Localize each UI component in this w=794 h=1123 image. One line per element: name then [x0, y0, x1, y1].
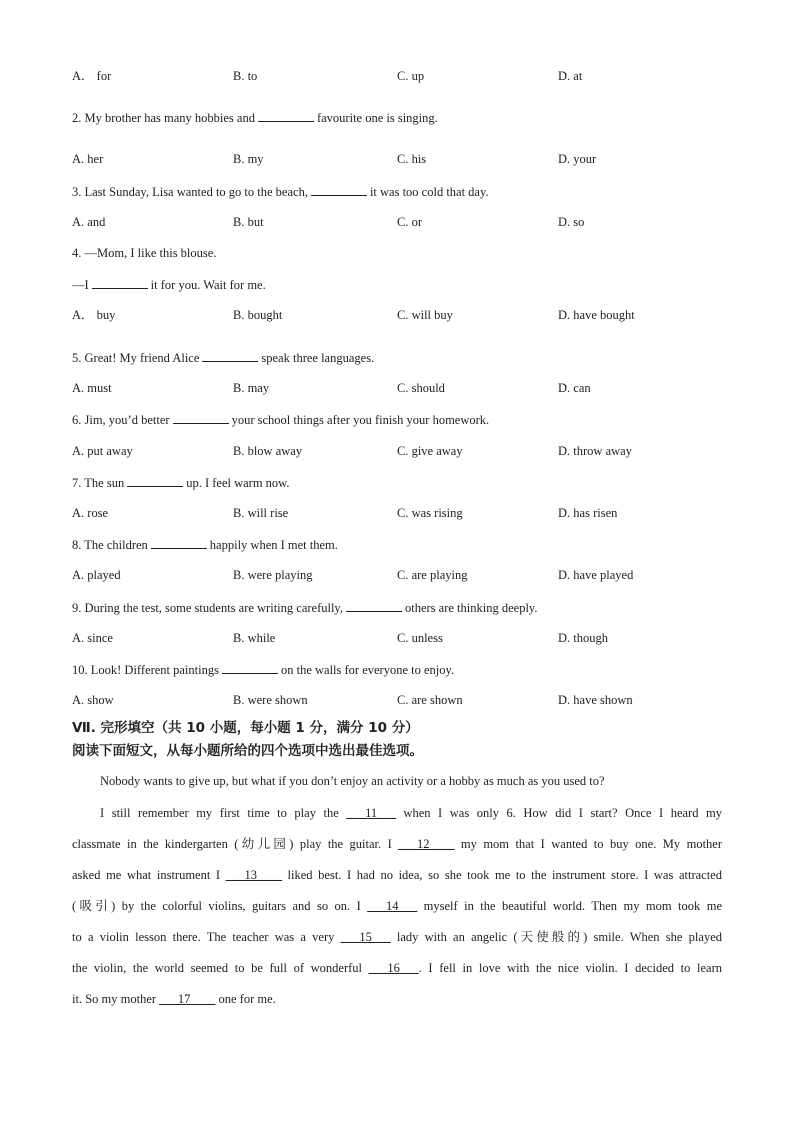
q6-options: [0, 443, 794, 459]
q9-option-a[interactable]: A. since: [72, 631, 113, 645]
q1-options: [0, 68, 794, 84]
q8-option-b[interactable]: B. were playing: [233, 568, 313, 582]
q8-option-d[interactable]: D. have played: [558, 568, 634, 582]
passage-text: one for me.: [215, 992, 276, 1006]
q9-option-b[interactable]: B. while: [233, 631, 276, 645]
q2-option-c[interactable]: C. his: [397, 152, 427, 166]
q6-option-a[interactable]: A. put away: [72, 444, 133, 458]
q8-option-a[interactable]: A. played: [72, 568, 121, 582]
passage-text: . I fell in love with the nice violin. I decided to learn: [418, 961, 722, 975]
q4-line1: 4. —Mom, I like this blouse.: [72, 246, 217, 260]
q1-option-d[interactable]: D. at: [558, 69, 583, 83]
q5-option-a[interactable]: A. must: [72, 381, 112, 395]
q3-option-a[interactable]: A. and: [72, 215, 106, 229]
passage-line-4: [72, 898, 722, 914]
q10-text-after: on the walls for everyone to enjoy.: [280, 663, 455, 677]
blank-11: ___11___: [346, 806, 396, 820]
passage-line-6: [72, 960, 722, 976]
q3-options: [0, 214, 794, 230]
passage-text: my mom that I wanted to buy one. My mother: [454, 837, 722, 851]
q1-option-a[interactable]: A． for: [72, 69, 112, 83]
q10-text-before: 10. Look! Different paintings: [72, 663, 219, 677]
q4-option-a[interactable]: A． buy: [72, 308, 116, 322]
q4-options: [0, 307, 794, 323]
q6-option-b[interactable]: B. blow away: [233, 444, 303, 458]
q6-stem: [72, 411, 489, 428]
q3-stem: [72, 183, 489, 200]
q3-text-after: it was too cold that day.: [369, 185, 489, 199]
q10-option-a[interactable]: A. show: [72, 693, 114, 707]
passage-text: asked me what instrument I: [72, 868, 226, 882]
q10-blank: [222, 661, 278, 674]
passage-text: lady with an angelic (天使般的) smile. When she played: [390, 930, 722, 944]
q5-text-before: 5. Great! My friend Alice: [72, 351, 200, 365]
passage-text: I still remember my first time to play the: [100, 806, 347, 820]
section-title: Ⅶ. 完形填空（共 10 小题，每小题 1 分，满分 10 分）: [72, 720, 419, 736]
q5-blank: [202, 349, 258, 362]
q2-option-a[interactable]: A. her: [72, 152, 104, 166]
blank-17: ___17____: [159, 992, 216, 1006]
q7-option-a[interactable]: A. rose: [72, 506, 109, 520]
q3-option-b[interactable]: B. but: [233, 215, 264, 229]
q4-stem: [72, 276, 266, 293]
q6-blank: [173, 411, 229, 424]
q7-option-b[interactable]: B. will rise: [233, 506, 289, 520]
passage-line-3: [72, 867, 722, 883]
blank-14: ___14___: [367, 899, 418, 913]
q9-text-before: 9. During the test, some students are writing carefully,: [72, 601, 343, 615]
q2-stem: [72, 109, 438, 126]
q2-option-d[interactable]: D. your: [558, 152, 597, 166]
q3-text-before: 3. Last Sunday, Lisa wanted to go to the beach,: [72, 185, 308, 199]
q6-text-before: 6. Jim, you’d better: [72, 413, 170, 427]
q10-option-c[interactable]: C. are shown: [397, 693, 463, 707]
q6-option-d[interactable]: D. throw away: [558, 444, 632, 458]
q2-option-b[interactable]: B. my: [233, 152, 264, 166]
q2-text-after: favourite one is singing.: [316, 111, 438, 125]
q8-text-before: 8. The children: [72, 538, 148, 552]
q10-options: [0, 692, 794, 708]
blank-13: ___13____: [225, 868, 282, 882]
q4-blank: [92, 276, 148, 289]
passage-text: liked best. I had no idea, so she took me to the instrument store. I was attracted: [281, 868, 722, 882]
passage-text: the violin, the world seemed to be full of wonderful: [72, 961, 369, 975]
q5-option-c[interactable]: C. should: [397, 381, 445, 395]
q4-option-b[interactable]: B. bought: [233, 308, 283, 322]
q10-stem: [72, 661, 454, 678]
q4-text-before: —I: [72, 278, 89, 292]
q5-option-b[interactable]: B. may: [233, 381, 270, 395]
blank-15: ___15___: [340, 930, 391, 944]
q6-text-after: your school things after you finish your homework.: [231, 413, 490, 427]
section-instruction: 阅读下面短文，从每小题所给的四个选项中选出最佳选项。: [72, 743, 423, 759]
q9-stem: [72, 599, 537, 616]
q9-option-d[interactable]: D. though: [558, 631, 608, 645]
q5-option-d[interactable]: D. can: [558, 381, 591, 395]
q7-options: [0, 505, 794, 521]
q3-option-c[interactable]: C. or: [397, 215, 422, 229]
q4-option-d[interactable]: D. have bought: [558, 308, 635, 322]
q7-text-before: 7. The sun: [72, 476, 125, 490]
passage-text: myself in the beautiful world. Then my mom took me: [417, 899, 722, 913]
passage-line-1: [100, 805, 722, 821]
q8-stem: [72, 536, 338, 553]
q9-option-c[interactable]: C. unless: [397, 631, 443, 645]
q5-options: [0, 380, 794, 396]
passage-text: classmate in the kindergarten (幼儿园) play the guitar. I: [72, 837, 399, 851]
q10-option-d[interactable]: D. have shown: [558, 693, 633, 707]
q9-text-after: others are thinking deeply.: [405, 601, 538, 615]
q7-option-c[interactable]: C. was rising: [397, 506, 463, 520]
q3-blank: [311, 183, 367, 196]
q9-options: [0, 630, 794, 646]
blank-12: ___12____: [398, 837, 455, 851]
q8-options: [0, 567, 794, 583]
q8-blank: [151, 536, 207, 549]
q3-option-d[interactable]: D. so: [558, 215, 585, 229]
q7-stem: [72, 474, 290, 491]
passage-line-7: [72, 991, 722, 1007]
passage-intro: Nobody wants to give up, but what if you don’t enjoy an activity or a hobby as much as you used to?: [100, 774, 605, 788]
blank-16: ___16___: [368, 961, 419, 975]
q1-option-c[interactable]: C. up: [397, 69, 425, 83]
q2-blank: [258, 109, 314, 122]
passage-text: (吸引) by the colorful violins, guitars and so on. I: [72, 899, 368, 913]
q5-stem: [72, 349, 374, 366]
q2-text-mid: and: [233, 111, 255, 125]
passage-text: to a violin lesson there. The teacher was a very: [72, 930, 341, 944]
passage-text: when I was only 6. How did I start? Once I heard my: [395, 806, 722, 820]
passage-line-2: [72, 836, 722, 852]
q1-option-b[interactable]: B. to: [233, 69, 258, 83]
q9-blank: [346, 599, 402, 612]
q2-text-before: 2. My brother has many hobbies: [72, 111, 234, 125]
q5-text-after: speak three languages.: [261, 351, 375, 365]
passage-text: it. So my mother: [72, 992, 160, 1006]
q4-option-c[interactable]: C. will buy: [397, 308, 453, 322]
q7-text-after: up. I feel warm now.: [186, 476, 290, 490]
q6-option-c[interactable]: C. give away: [397, 444, 463, 458]
q7-blank: [127, 474, 183, 487]
q8-option-c[interactable]: C. are playing: [397, 568, 468, 582]
passage-line-5: [72, 929, 722, 945]
q7-option-d[interactable]: D. has risen: [558, 506, 618, 520]
q4-text-after: it for you. Wait for me.: [150, 278, 266, 292]
q8-text-after: happily when I met them.: [209, 538, 338, 552]
q2-options: [0, 151, 794, 167]
q10-option-b[interactable]: B. were shown: [233, 693, 308, 707]
